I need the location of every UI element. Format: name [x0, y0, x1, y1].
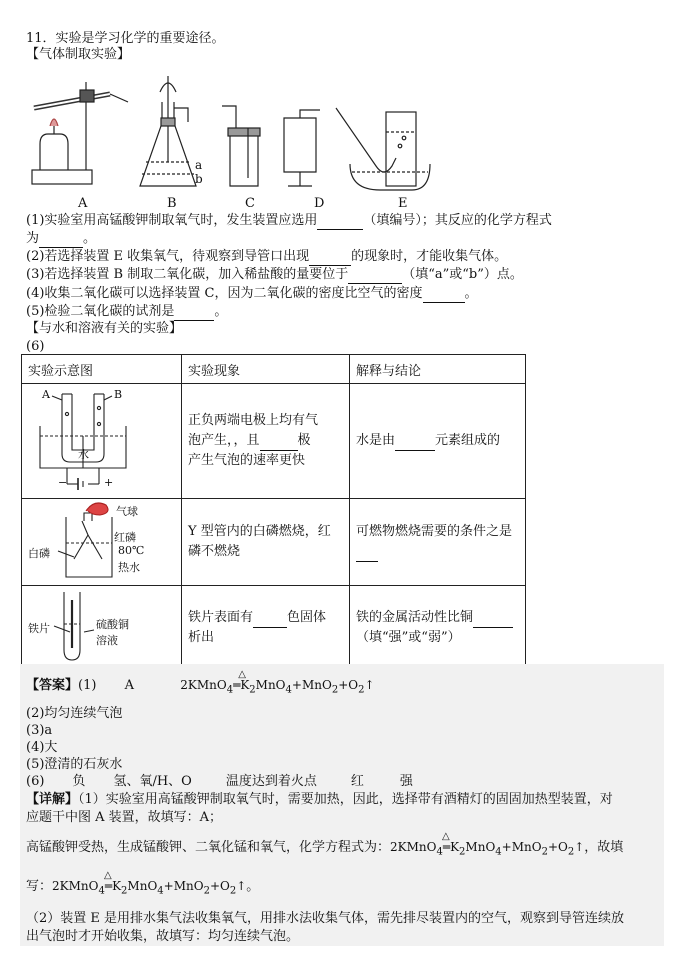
label-balloon: 气球 [116, 505, 138, 518]
apparatus-a [32, 82, 128, 184]
blank-q1-device[interactable] [317, 215, 363, 230]
equation-detail-1: 2KMnO$_4$ △ $═K_2MnO_4+MnO_2+O_2↑$ [390, 831, 585, 858]
blank-q2[interactable] [309, 251, 351, 266]
conclusion-iron: 铁的金属活动性比铜 （填“强”或“弱”） [350, 586, 526, 671]
conclusion-electrolysis: 水是由 元素组成的 [350, 384, 526, 499]
table-row [22, 586, 526, 671]
blank-q4[interactable] [423, 288, 465, 303]
answer-4: (4)大 [26, 740, 58, 755]
detail-p4b: 出气泡时才开始收集，故填写：均匀连续气泡。 [26, 929, 300, 944]
q4-line: (4)收集二氧化碳可以选择装置 C，因为二氧化碳的密度比空气的密度 。 [26, 286, 478, 301]
label-cuso4: 硫酸铜 [96, 618, 129, 631]
detail-p3: 写：2KMnO$_4$ △ $═K_2MnO_4+MnO_2+O_2↑$。 [26, 877, 259, 900]
section-water: 【与水和溶液有关的实验】 [26, 321, 183, 336]
label-red-p: 红磷 [114, 531, 136, 544]
blank-q3[interactable] [348, 269, 402, 284]
detail-p1b: 应题干中图 A 装置，故填写：A； [26, 810, 223, 825]
section-gas: 【气体制取实验】 [26, 47, 131, 62]
answer-6: (6) 负 氢、氧/H、O 温度达到着火点 红 强 [26, 774, 413, 789]
label-temp: 80℃ [118, 544, 145, 557]
detail-p2: 高锰酸钾受热，生成锰酸钾、二氧化锰和氧气，化学方程式为：2KMnO$_4$ △ $═K_2MnO_4+MnO_2+O_2↑$，故填 [26, 838, 623, 861]
experiment-table [21, 354, 526, 671]
label-d: D [314, 196, 325, 211]
answer-5: (5)澄清的石灰水 [26, 757, 123, 772]
label-tube-b: B [114, 388, 123, 401]
apparatus-b [140, 76, 196, 186]
equation-detail-2: 2KMnO$_4$ △ $═K_2MnO_4+MnO_2+O_2↑$ [52, 870, 247, 897]
label-tube-a: A [42, 388, 50, 401]
label-e: E [398, 196, 408, 211]
detail-p4a: （2）装置 E 是用排水集气法收集氧气，用排水法收集气体，需先排尽装置内的空气，观察到导管连续放 [26, 911, 625, 926]
phenomenon-iron: 铁片表面有 色固体 析出 [182, 586, 350, 671]
q1-line1: (1)实验室用高锰酸钾制取氧气时，发生装置应选用 （填编号）；其反应的化学方程式 [26, 213, 552, 228]
header-conclusion: 解释与结论 [350, 355, 526, 384]
label-solution: 溶液 [96, 634, 118, 647]
apparatus-d [284, 110, 320, 186]
label-b: B [167, 196, 177, 211]
equation-answer: 2KMnO$_4$ △ $═K_2MnO_4+MnO_2+O_2↑$ [180, 669, 375, 696]
phenomenon-electrolysis: 正负两端电极上均有气 泡产生，，且 极 产生气泡的速率更快 [182, 384, 350, 499]
blank-activity[interactable] [473, 613, 513, 628]
label-iron: 铁片 [28, 622, 50, 635]
apparatus-figure [20, 62, 440, 212]
label-a: A [78, 196, 88, 211]
blank-color[interactable] [253, 613, 287, 628]
apparatus-e [336, 108, 430, 190]
conclusion-combustion: 可燃物燃烧需要的条件之是 [350, 499, 526, 586]
mark-a: a [195, 158, 203, 172]
answer-3: (3)a [26, 723, 53, 738]
detail-p1a: 【详解】（1）实验室用高锰酸钾制取氧气时，需要加热，因此，选择带有酒精灯的固固加热型装置，对 [26, 792, 613, 807]
q3-line: (3)若选择装置 B 制取二氧化碳，加入稀盐酸的量要位于 （填“a”或“b”）点。 [26, 267, 523, 282]
label-hot-water: 热水 [118, 561, 140, 574]
answer-2: (2)均匀连续气泡 [26, 706, 123, 721]
blank-q1-equation[interactable] [39, 233, 83, 248]
diagram-combustion [22, 499, 182, 586]
label-positive: + [104, 476, 114, 489]
label-negative: − [58, 476, 68, 489]
diagram-iron [22, 586, 182, 671]
label-water: 水 [78, 448, 89, 461]
label-white-p: 白磷 [28, 547, 50, 560]
q1-line2: 为 。 [26, 231, 97, 246]
q6-label: (6) [26, 339, 45, 354]
answer-line1: 【答案】(1) A 2KMnO$_4$ △ $═K_2MnO_4+MnO_2+O_2↑$ [26, 676, 375, 699]
q5-line: (5)检验二氧化碳的试剂是 。 [26, 304, 228, 319]
header-phenomenon: 实验现象 [182, 355, 350, 384]
blank-elements[interactable] [395, 436, 435, 451]
blank-q5[interactable] [174, 306, 214, 321]
diagram-electrolysis [22, 384, 182, 499]
blank-combustion[interactable] [356, 547, 378, 562]
header-diagram: 实验示意图 [22, 355, 182, 384]
q2-line: (2)若选择装置 E 收集氧气，待观察到导管口出现 的现象时，才能收集气体。 [26, 249, 508, 264]
table-row [22, 499, 526, 586]
label-c: C [245, 196, 255, 211]
combustion-icon [22, 499, 182, 581]
blank-electrode[interactable] [260, 436, 298, 451]
table-row [22, 384, 526, 499]
phenomenon-combustion: Y 型管内的白磷燃烧，红 磷不燃烧 [182, 499, 350, 586]
table-header-row [22, 355, 526, 384]
apparatus-c [222, 106, 260, 186]
mark-b: b [195, 172, 203, 186]
question-title: 11．实验是学习化学的重要途径。 [26, 31, 225, 46]
